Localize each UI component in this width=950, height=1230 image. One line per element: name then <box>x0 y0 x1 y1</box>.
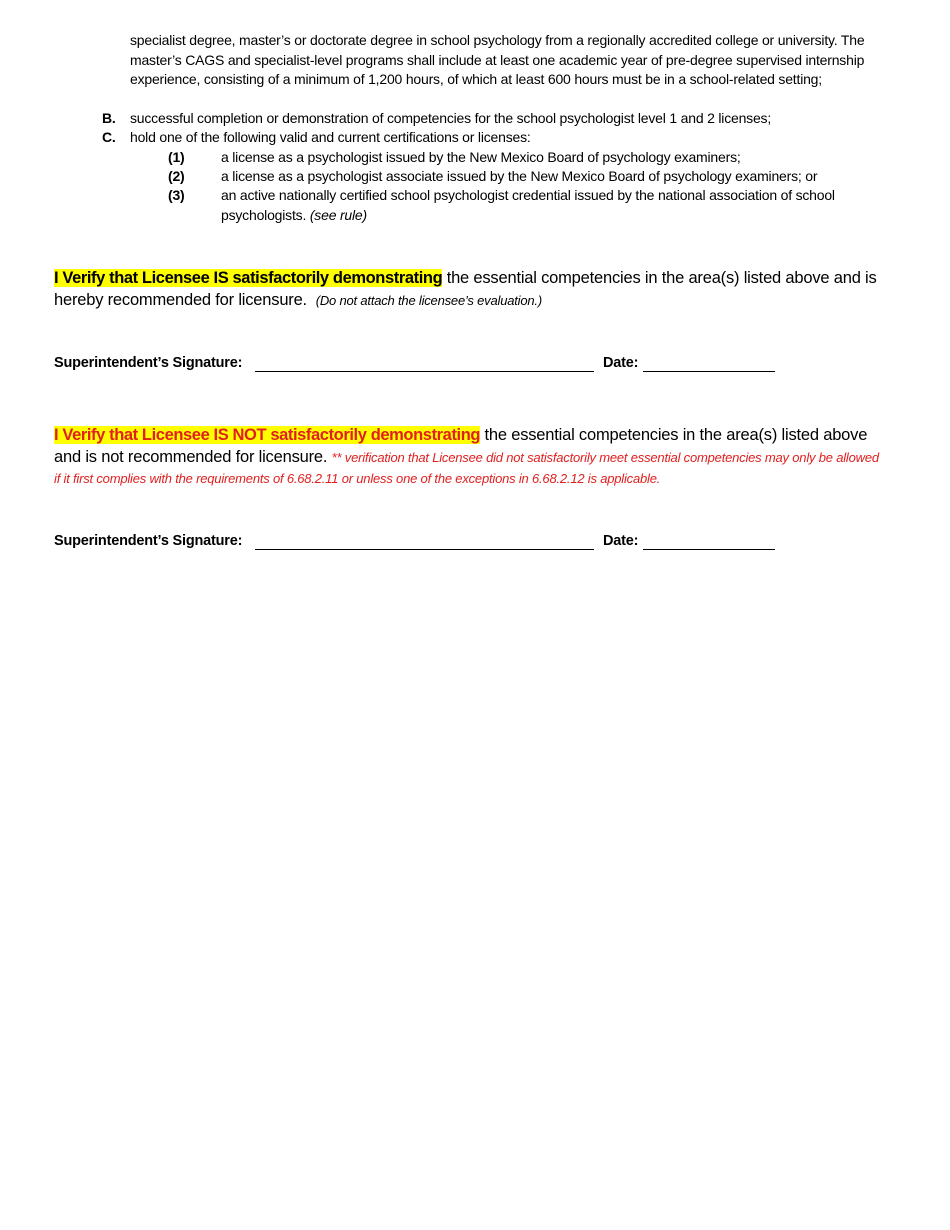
verify-unsatisfactory-statement <box>54 425 884 490</box>
verify-satisfactory-statement <box>54 268 884 311</box>
continuation-text: specialist degree, master’s or doctorate degree in school psychology from a regionally accredited college or university. The master’s CAGS and specialist-level programs shall include at least one academic year of pre-degree supervised internship experience, consisting of a minimum of 1,200 hours, of which at least 600 hours must be in a school-related setting; <box>130 32 865 87</box>
evaluation-note: (Do not attach the licensee’s evaluation.) <box>315 292 542 308</box>
signature-label: Superintendent’s Signature: <box>54 533 243 549</box>
exception-warning-note: ** verification that Licensee did not satisfactorily meet essential competencies may only be allowed if it first complies with the requirements of 6.68.2.11 or unless one of the exceptions in 6.68.2.12 is applicable. <box>54 449 879 486</box>
date-label: Date: <box>603 533 639 549</box>
sub-item-text <box>221 186 851 225</box>
sub-item-marker: (3) <box>168 187 185 203</box>
date-line-satisfactory[interactable] <box>643 371 775 372</box>
list-item-text: successful completion or demonstration of competencies for the school psychologist level 1 and 2 licenses; <box>130 110 772 126</box>
sub-item-text: a license as a psychologist associate issued by the New Mexico Board of psychology examiners; or <box>221 168 818 184</box>
verify-unsatisfactory-text: the essential competencies in the area(s) listed above and is not recommended for licensure. <box>54 426 868 466</box>
sub-item-marker: (2) <box>168 168 185 184</box>
verify-unsatisfactory-highlight: I Verify that Licensee IS NOT satisfactorily demonstrating <box>54 426 481 444</box>
list-marker: B. <box>102 110 116 126</box>
signature-line-unsatisfactory[interactable] <box>255 549 594 550</box>
signature-label: Superintendent’s Signature: <box>54 355 243 371</box>
sub-item-marker: (1) <box>168 149 185 165</box>
date-line-unsatisfactory[interactable] <box>643 549 775 550</box>
verify-satisfactory-highlight: I Verify that Licensee IS satisfactorily demonstrating <box>54 269 443 287</box>
sub-item-body: an active nationally certified school psychologist credential issued by the national association of school psychologists. <box>221 187 835 223</box>
sub-item-text: a license as a psychologist issued by the New Mexico Board of psychology examiners; <box>221 149 741 165</box>
list-item-text: hold one of the following valid and current certifications or licenses: <box>130 129 531 145</box>
date-label: Date: <box>603 355 639 371</box>
continuation-paragraph <box>130 31 900 90</box>
list-marker: C. <box>102 129 116 145</box>
signature-line-satisfactory[interactable] <box>255 371 594 372</box>
see-rule-note: (see rule) <box>309 206 367 223</box>
verify-satisfactory-text: the essential competencies in the area(s) listed above and is hereby recommended for licensure. <box>54 269 877 309</box>
